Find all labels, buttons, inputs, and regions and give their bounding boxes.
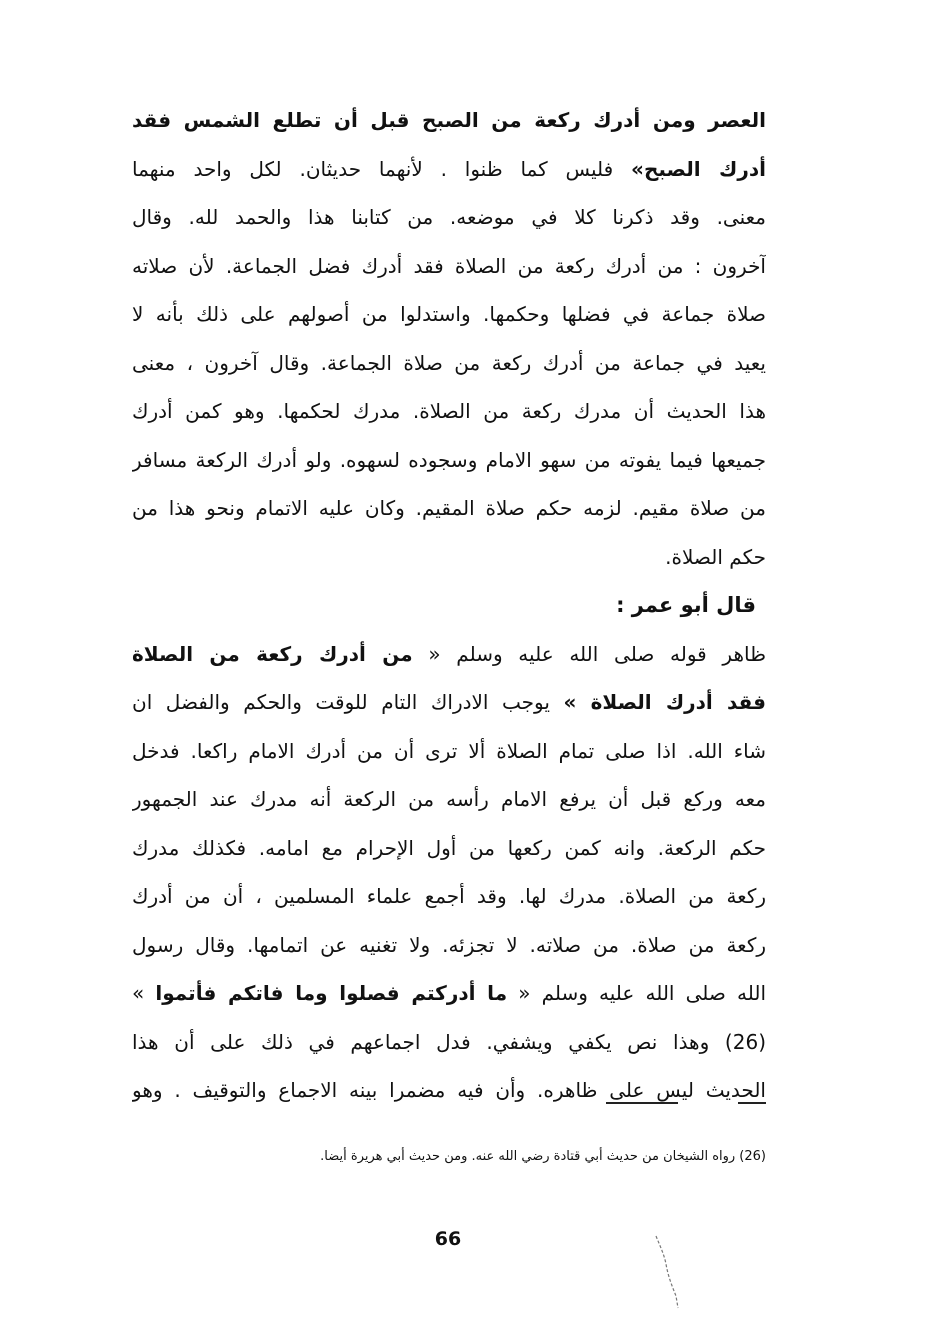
bold-text: فقد أدرك الصلاة » <box>563 690 766 714</box>
scan-artifact-mark <box>652 1232 692 1312</box>
line-text: حكم الصلاة. <box>665 544 766 569</box>
line-text: ركعة من صلاة. من صلاته. لا تجزئه. ولا تغنيه عن اتمامها. وقال رسول <box>132 932 766 957</box>
text-line-12 <box>132 630 766 679</box>
text-line-4 <box>132 242 766 291</box>
line-text: يعيد في جماعة من أدرك ركعة من صلاة الجماعة. وقال آخرون ، معنى <box>132 350 766 375</box>
bold-quote: من أدرك ركعة من الصلاة <box>132 641 413 666</box>
line-text: صلاة جماعة في فضلها وحكمها. واستدلوا من أصولهم على ذلك بأنه لا <box>132 302 766 326</box>
body-text <box>132 96 766 1115</box>
text-line-17 <box>132 872 766 921</box>
line-text: ركعة من الصلاة. مدرك لها. وقد أجمع علماء المسلمين ، أن من أدرك <box>132 884 766 908</box>
text-line-21 <box>132 1066 766 1115</box>
footnote: (26) رواه الشيخان من حديث أبي قتادة رضي الله عنه. ومن حديث أبي هريرة أيضا. <box>320 1149 766 1164</box>
page-number: 66 <box>434 1228 462 1250</box>
bold-quote: ما أدركتم فصلوا وما فاتكم فأتموا <box>155 981 508 1005</box>
text-line-18 <box>132 921 766 970</box>
line-text: الله صلى الله عليه وسلم « <box>507 981 766 1005</box>
footnote-separator <box>606 1102 766 1104</box>
text-line-14 <box>132 727 766 776</box>
line-text: فليس كما ظنوا . لأنهما حديثان. لكل واحد منهما <box>132 156 632 181</box>
text-line-19 <box>132 969 766 1018</box>
line-text: » <box>132 981 156 1005</box>
text-line-10 <box>132 533 766 582</box>
text-line-16 <box>132 824 766 873</box>
text-line-7 <box>132 387 766 436</box>
line-text: جميعها فيما يفوته من سهو الامام وسجوده لسهوه. ولو أدرك الركعة مسافر <box>132 447 766 472</box>
text-line-15 <box>132 775 766 824</box>
text-line-8 <box>132 436 766 485</box>
text-line-20 <box>132 1018 766 1067</box>
section-heading: قال أبو عمر : <box>616 593 756 617</box>
line-text: ظاهر قوله صلى الله عليه وسلم « <box>412 641 766 666</box>
text-line-3 <box>132 193 766 242</box>
bold-text: أدرك الصبح» <box>631 156 766 181</box>
line-text: حكم الركعة. وانه كمن ركعها من أول الإحرام مع امامه. فكذلك مدرك <box>132 835 766 860</box>
line-text: من صلاة مقيم. لزمه حكم صلاة المقيم. وكان عليه الاتمام ونحو هذا من <box>132 496 766 520</box>
bold-text: العصر ومن أدرك ركعة من الصبح قبل أن تطلع الشمس فقد <box>132 108 766 132</box>
line-text: شاء الله. اذا صلى تمام الصلاة ألا ترى أن من أدرك الامام راكعا. فدخل <box>132 738 766 763</box>
text-line-1 <box>132 96 766 145</box>
text-line-9 <box>132 484 766 533</box>
text-line-2 <box>132 145 766 194</box>
text-line-13 <box>132 678 766 727</box>
line-text: معه وركع قبل أن يرفع الامام رأسه من الركعة أنه مدرك عند الجمهور <box>132 787 766 811</box>
text-line-5 <box>132 290 766 339</box>
line-text: معنى. وقد ذكرنا كلا في موضعه. من كتابنا هذا والحمد لله. وقال <box>132 205 766 229</box>
text-line-6 <box>132 339 766 388</box>
line-text: (26) وهذا نص يكفي ويشفي. فدل اجماعهم في ذلك على أن هذا <box>132 1029 766 1054</box>
line-text: آخرون : من أدرك ركعة من الصلاة فقد أدرك فضل الجماعة. لأن صلاته <box>132 253 766 278</box>
line-text: يوجب الادراك التام للوقت والحكم والفضل ان <box>132 690 564 714</box>
line-text: هذا الحديث أن مدرك ركعة من الصلاة. مدرك لحكمها. وهو كمن أدرك <box>132 399 766 423</box>
line-text: الحديث ليس على ظاهره. وأن فيه مضمرا بينه الاجماع والتوقيف . وهو <box>132 1078 766 1102</box>
